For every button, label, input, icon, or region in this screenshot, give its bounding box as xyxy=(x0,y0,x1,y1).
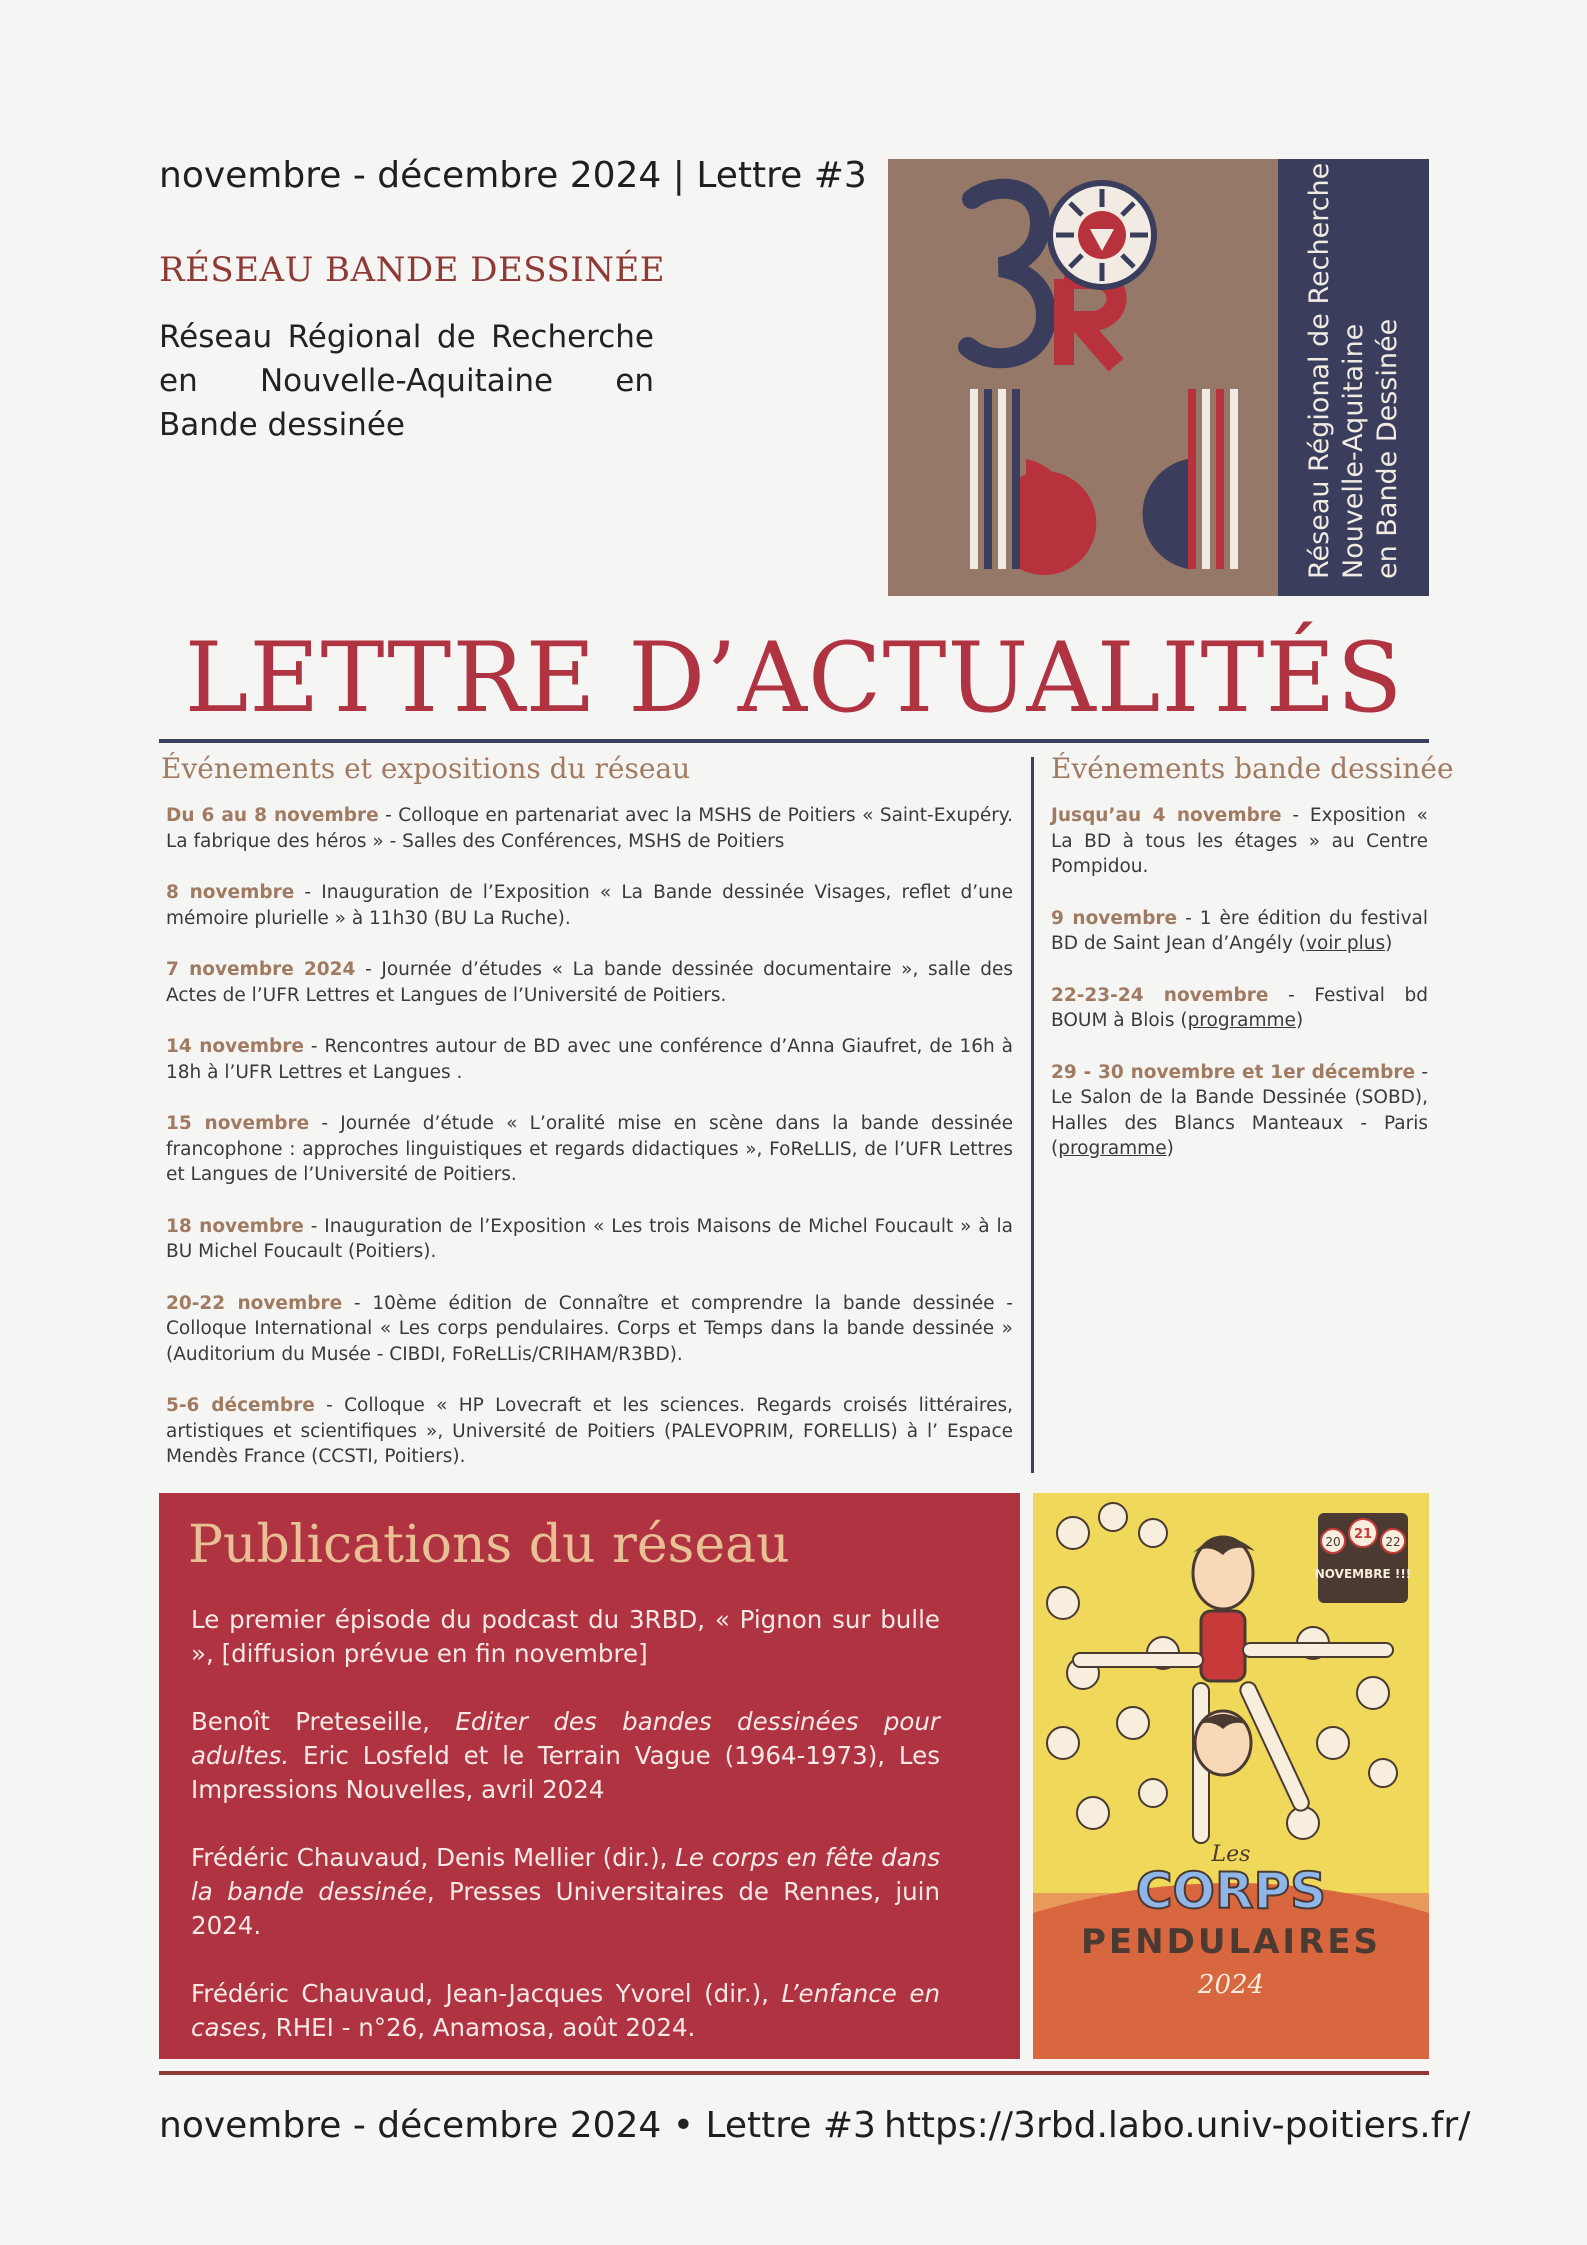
publication-item: Frédéric Chauvaud, Jean-Jacques Yvorel (dir.), L’enfance en cases, RHEI - n°26, Anamosa, août 2024. xyxy=(191,1979,940,2042)
bd-events-heading: Événements bande dessinée xyxy=(1051,752,1454,785)
event-item: 7 novembre 2024 - Journée d’études « La bande dessinée documentaire », salle des Actes de l’UFR Lettres et Langues de l’Université de Poitiers. xyxy=(166,959,1014,1006)
programme-link[interactable]: programme xyxy=(1187,1010,1296,1031)
bd-event-item: 29 - 30 novembre et 1er décembre - Le Salon de la Bande Dessinée (SOBD), Halles des Blancs Manteaux - Paris (programme) xyxy=(1051,1061,1428,1159)
logo-3rbd xyxy=(888,159,1429,596)
poster-edition: 2024 xyxy=(1197,1970,1265,2000)
event-item: 18 novembre - Inauguration de l’Exposition « Les trois Maisons de Michel Foucault » à la BU Michel Foucault (Poitiers). xyxy=(166,1215,1013,1262)
publication-item: Frédéric Chauvaud, Denis Mellier (dir.), Le corps en fête dans la bande dessinée, Presses Universitaires de Rennes, juin 2024. xyxy=(191,1843,940,1940)
event-item: 8 novembre - Inauguration de l’Exposition « La Bande dessinée Visages, reflet d’une mémoire plurielle » à 11h30 (BU La Ruche). xyxy=(166,882,1013,929)
programme-link[interactable]: programme xyxy=(1058,1138,1167,1159)
logo-side-line-2: Nouvelle-Aquitaine xyxy=(1338,323,1369,579)
poster-title-sub: PENDULAIRES xyxy=(1081,1922,1381,1962)
footer-issue: novembre - décembre 2024 • Lettre #3 xyxy=(159,2105,876,2146)
event-item: 14 novembre - Rencontres autour de BD avec une conférence d’Anna Giaufret, de 16h à 18h à l’UFR Lettres et Langues . xyxy=(166,1036,1013,1083)
event-item: 20-22 novembre - 10ème édition de Connaître et comprendre la bande dessinée - Colloque International « Les corps pendulaires. Corps et Temps dans la bande dessinée » (Auditorium du Musée - CIBDI, FoReLLis/CRIHAM/R3BD). xyxy=(166,1292,1013,1365)
poster-corps-pendulaires xyxy=(1033,1493,1429,2059)
footer-url[interactable]: https://3rbd.labo.univ-poitiers.fr/ xyxy=(884,2105,1471,2146)
logo-side-line-3: en Bande Dessinée xyxy=(1372,318,1403,579)
network-events-list xyxy=(166,803,1013,1496)
bd-event-item: Jusqu’au 4 novembre - Exposition « La BD à tous les étages » au Centre Pompidou. xyxy=(1051,805,1428,877)
poster-badge-text: NOVEMBRE !!! xyxy=(1314,1567,1412,1581)
title-divider xyxy=(159,739,1429,743)
poster-day-20: 20 xyxy=(1325,1535,1341,1549)
event-item: 5-6 décembre - Colloque « HP Lovecraft et les sciences. Regards croisés littéraires, artistiques et scientifiques », Université de Poitiers (PALEVOPRIM, FORELLIS) à l’ Espace Mendès France (CCSTI, Poitiers). xyxy=(166,1395,1014,1467)
publications-heading: Publications du réseau xyxy=(188,1515,790,1575)
poster-title-main: CORPS xyxy=(1135,1862,1327,1920)
poster-title-top: Les xyxy=(1211,1842,1251,1867)
bd-event-item: 9 novembre - 1 ère édition du festival BD de Saint Jean d’Angély (voir plus) xyxy=(1051,907,1428,954)
page-title: LETTRE D’ACTUALITÉS xyxy=(184,622,1404,734)
issue-label: novembre - décembre 2024 | Lettre #3 xyxy=(159,155,867,196)
logo-side-line-1: Réseau Régional de Recherche xyxy=(1304,162,1335,579)
publications-list xyxy=(191,1603,940,2079)
event-item: Du 6 au 8 novembre - Colloque en partenariat avec la MSHS de Poitiers « Saint-Exupéry. La fabrique des héros » - Salles des Conférences, MSHS de Poitiers xyxy=(166,805,1013,852)
footer-divider xyxy=(159,2071,1429,2075)
bd-event-item: 22-23-24 novembre - Festival bd BOUM à Blois (programme) xyxy=(1051,984,1428,1031)
publication-item: Le premier épisode du podcast du 3RBD, « Pignon sur bulle », [diffusion prévue en fin novembre] xyxy=(191,1605,940,1668)
network-title: RÉSEAU BANDE DESSINÉE xyxy=(159,250,666,290)
network-subtitle: Réseau Régional de Recherche en Nouvelle-Aquitaine en Bande dessinée xyxy=(159,319,654,443)
column-divider xyxy=(1031,757,1034,1473)
event-item: 15 novembre - Journée d’étude « L’oralité mise en scène dans la bande dessinée francophone : approches linguistiques et regards didactiques », FoReLLIS, de l’UFR Lettres et Langues de l’Université de Poitiers. xyxy=(166,1113,1013,1185)
poster-day-22: 22 xyxy=(1385,1535,1401,1549)
network-events-heading: Événements et expositions du réseau xyxy=(161,752,691,785)
poster-day-21: 21 xyxy=(1353,1527,1373,1542)
voir-plus-link[interactable]: voir plus xyxy=(1306,933,1386,954)
publication-item: Benoît Preteseille, Editer des bandes dessinées pour adultes. Eric Losfeld et le Terrain Vague (1964-1973), Les Impressions Nouvelles, avril 2024 xyxy=(191,1707,940,1804)
bd-events-list xyxy=(1051,803,1428,1188)
